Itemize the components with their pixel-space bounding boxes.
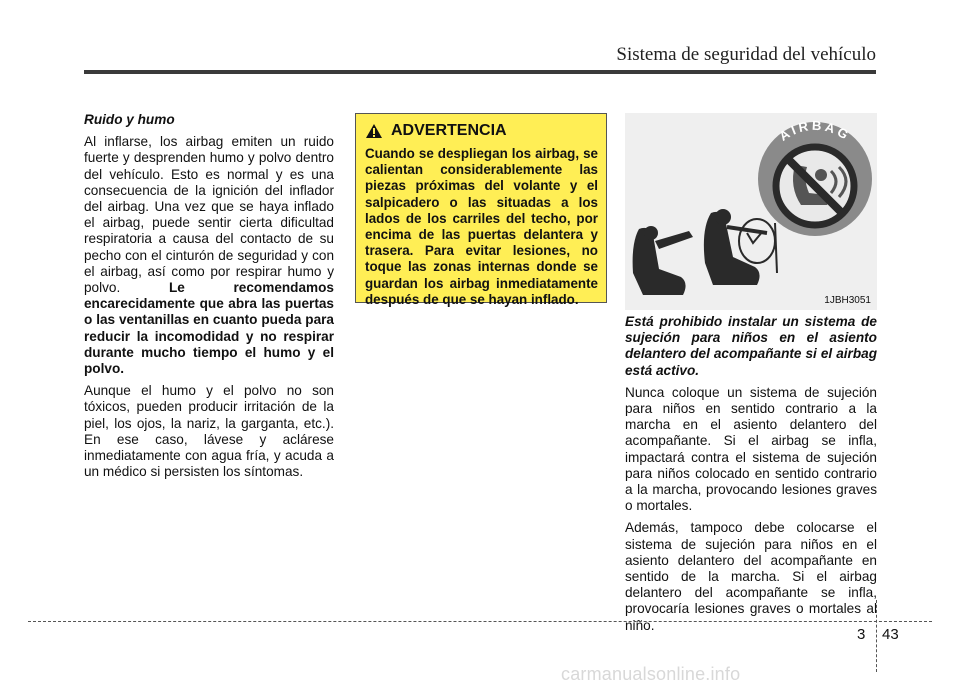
warning-header [365,122,598,140]
warning-box [355,113,607,307]
child-seat-paragraph-2: Además, tampoco debe colocarse el sistema de sujeción para niños en el asiento delantero del acompañante en sentido de la marcha. Si el airbag delantero del acompañante se infla, provocaría lesiones graves o mortales al niño. [625,520,877,633]
airbag-child-seat-figure [625,113,877,310]
page-number: 43 [882,626,899,643]
airbag-illustration [625,113,877,310]
warning-body: Cuando se despliegan los airbag, se calientan considerablemente las piezas próximas del volante y el salpicadero o las situadas a los lados de los carriles del techo, por encima de las puertas delantera y trasera. Para evitar lesiones, no toque las zonas internas donde se guardan los airbag inmediatamente después de que se hayan inflado. [365,146,598,307]
watermark: carmanualsonline.info [561,664,741,684]
figure-code: 1JBH3051 [824,295,871,306]
footer-divider [876,600,877,672]
sign-label: AIRBAG [776,117,854,144]
header-rule [84,70,876,74]
left-column [84,112,334,486]
smoke-noise-heading: Ruido y humo [84,112,175,127]
chapter-number: 3 [857,626,866,643]
child-seat-paragraph-1: Nunca coloque un sistema de sujeción para niños en sentido contrario a la marcha en el asiento delantero del acompañante. Si el airbag se infla, impactará contra el sistema de sujeción para niños colocado en sentido contrario a la marcha, provocando lesiones graves o mortales. [625,384,877,514]
smoke-noise-recommendation: Le recomendamos encarecidamente que abra las puertas o las ventanillas en cuanto pueda para reducir la incomodidad y no respirar durante mucho tiempo el humo y el polvo. [84,280,334,377]
smoke-toxicity-paragraph: Aunque el humo y el polvo no son tóxicos, pueden producir irritación de la piel, los ojos, la nariz, la garganta, etc.). En ese caso, lávese y aclárese inmediatamente con agua fría, y acuda a un médico si persisten los síntomas. [84,383,334,480]
section-title: Sistema de seguridad del vehículo [616,44,876,65]
footer-rule [28,621,932,622]
smoke-noise-text: Al inflarse, los airbag emiten un ruido fuerte y desprenden humo y polvo dentro del vehículo. Esto es normal y es una consecuencia de la ignición del inflador del airbag. Una vez que se haya inflado el airbag, puede sentir cierta dificultad respiratoria a causa del contacto de su pecho con el cinturón de seguridad y con el airbag, así como por respirar humo y polvo. [84,134,334,296]
warning-triangle-icon [365,123,383,139]
right-column [625,314,877,640]
warning-title: ADVERTENCIA [391,122,507,139]
smoke-noise-paragraph [84,134,334,377]
child-seat-heading: Está prohibido instalar un sistema de sujeción para niños en el asiento delantero del acompañante si el airbag está activo. [625,314,877,378]
